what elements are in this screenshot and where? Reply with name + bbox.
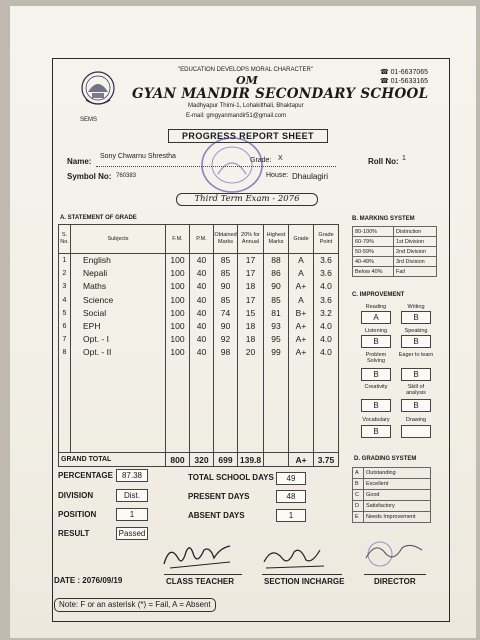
class-teacher-signature-icon [160, 538, 240, 572]
phone-2: ☎ 01-5633165 [380, 78, 429, 85]
marking-range: 60-79% [353, 237, 394, 247]
om-heading: OM [236, 74, 258, 87]
table-cell: 74 [220, 307, 231, 318]
fm-column [166, 254, 190, 453]
table-cell: 100 [170, 294, 185, 305]
section-incharge-signature-icon [260, 542, 330, 572]
table-cell: 5 [62, 309, 67, 317]
annual-column [238, 254, 264, 453]
school-motto: "EDUCATION DEVELOPS MORAL CHARACTER" [178, 67, 313, 73]
roll-label: Roll No: [368, 157, 399, 166]
marking-range: 80-100% [353, 227, 394, 237]
table-cell: Maths [83, 281, 107, 292]
table-cell: 98 [220, 347, 231, 358]
table-cell: 99 [271, 347, 281, 358]
improvement-label: Creativity [364, 384, 388, 390]
marking-range: 40-49% [353, 257, 394, 267]
table-cell: 4.0 [320, 320, 332, 331]
table-cell: 3.2 [320, 307, 332, 318]
table-cell: 40 [196, 255, 207, 265]
grading-system-title: D. GRADING SYSTEM [354, 456, 417, 462]
grade-value: X [278, 155, 283, 162]
grade-column [289, 254, 314, 453]
table-cell: 100 [170, 281, 185, 292]
table-cell: 4 [62, 296, 67, 304]
marking-range: 50-59% [353, 247, 394, 257]
table-cell: 40 [196, 334, 207, 345]
improvement-value: B [401, 335, 431, 348]
table-cell: A+ [295, 334, 307, 345]
improvement-label: Drawing [405, 417, 427, 423]
table-cell: 3.6 [320, 294, 332, 305]
grading-letter: C [353, 490, 364, 501]
table-cell: 1 [62, 257, 67, 264]
present-days-label: PRESENT DAYS [188, 492, 250, 501]
table-cell: 4.0 [320, 347, 332, 358]
table-cell: 100 [170, 320, 185, 331]
improvement-title: C. IMPROVEMENT [352, 292, 405, 298]
school-email: E-mail: gmgyanmandir51@gmail.com [186, 113, 287, 119]
present-days-value: 48 [276, 490, 306, 503]
table-cell: 3.6 [320, 268, 332, 279]
table-cell: 40 [196, 294, 207, 305]
total-obtained: 699 [214, 453, 238, 467]
grading-letter: B [353, 479, 364, 490]
student-name: Sony Chwarnu Shrestha [100, 153, 176, 160]
director-label: DIRECTOR [374, 577, 416, 586]
improvement-label: Skill of analysis [406, 384, 426, 396]
grading-meaning: Excellent [364, 479, 431, 490]
school-logo-icon [76, 68, 120, 116]
report-date: DATE : 2076/09/19 [54, 576, 123, 585]
table-cell: 95 [271, 334, 281, 345]
section-incharge-line [262, 574, 342, 575]
total-grade-point: 3.75 [314, 453, 339, 467]
improvement-value: B [401, 311, 431, 324]
grade-label: Grade: [250, 157, 272, 164]
marking-division: Fail [394, 267, 437, 277]
table-cell: 86 [271, 268, 281, 279]
table-cell: A [298, 294, 304, 305]
table-cell: 100 [170, 268, 185, 279]
absent-days-label: ABSENT DAYS [188, 511, 245, 520]
percentage-value: 87.38 [116, 469, 148, 482]
total-days-label: TOTAL SCHOOL DAYS [188, 473, 274, 482]
grade-point-column [314, 254, 339, 453]
name-label: Name: [67, 157, 92, 166]
grading-meaning: Needs Improvement [364, 512, 431, 523]
table-cell: 17 [245, 255, 256, 265]
footer-note: Note: F or an asterisk (*) = Fail, A = Absent [54, 598, 216, 612]
table-cell: Science [83, 294, 114, 305]
grand-total-label: GRAND TOTAL [59, 453, 166, 467]
table-cell: 17 [245, 268, 256, 279]
grading-meaning: Outstanding [364, 468, 431, 479]
table-cell: 3 [62, 283, 67, 291]
table-cell: 17 [245, 294, 256, 305]
school-stamp-icon [198, 134, 266, 196]
grade-table [58, 224, 339, 467]
improvement-label: Eager to learn [398, 352, 434, 358]
roll-value: 1 [402, 155, 406, 162]
table-cell: 88 [271, 255, 281, 265]
table-cell: 90 [220, 281, 231, 292]
grading-system-table [352, 467, 431, 523]
improvement-value: A [361, 311, 391, 324]
table-cell: 93 [271, 320, 281, 331]
table-cell: 7 [62, 336, 67, 344]
grading-meaning: Satisfactory [364, 501, 431, 512]
marking-division: 3rd Division [394, 257, 437, 267]
director-signature-icon [360, 536, 430, 570]
col-obtained: Obtained Marks [214, 225, 238, 254]
table-cell: A+ [295, 347, 307, 358]
table-cell: 18 [245, 334, 256, 345]
marking-division: 1st Division [394, 237, 437, 247]
house-value: Dhaulagiri [292, 172, 329, 181]
section-incharge-label: SECTION INCHARGE [264, 577, 345, 586]
table-cell: A+ [295, 281, 307, 292]
table-cell: 90 [271, 281, 281, 292]
total-annual: 139.8 [238, 453, 264, 467]
marking-range: Below 40% [353, 267, 394, 277]
marking-system-table [352, 226, 437, 277]
logo-caption: SEMS [80, 117, 98, 123]
house-label: House: [266, 172, 289, 179]
table-cell: 85 [220, 268, 231, 279]
improvement-value: B [361, 399, 391, 412]
col-annual: 20% for Annual [238, 225, 264, 254]
table-cell: Nepali [83, 268, 108, 279]
table-cell: 100 [170, 255, 185, 265]
pm-column [190, 254, 214, 453]
marking-division: Distinction [394, 227, 437, 237]
grading-letter: D [353, 501, 364, 512]
symbol-value: 760383 [116, 173, 137, 179]
table-cell: EPH [83, 320, 101, 331]
table-cell: English [83, 255, 111, 265]
improvement-value: B [361, 368, 391, 381]
improvement-value [401, 425, 431, 438]
report-title: PROGRESS REPORT SHEET [168, 129, 328, 143]
improvement-value: B [401, 368, 431, 381]
table-cell: 40 [196, 281, 207, 292]
grading-letter: E [353, 512, 364, 523]
table-cell: 90 [220, 320, 231, 331]
improvement-label: Writing [407, 304, 425, 310]
table-cell: 100 [170, 334, 185, 345]
col-sn: S. No. [59, 225, 71, 254]
table-cell: 40 [196, 307, 207, 318]
table-cell: 4.0 [320, 281, 332, 292]
total-fm: 800 [166, 453, 190, 467]
table-cell: Social [83, 307, 107, 318]
improvement-value: B [361, 425, 391, 438]
improvement-label: Reading [365, 304, 387, 310]
col-pm: P.M. [190, 225, 214, 254]
result-label: RESULT [58, 529, 90, 538]
position-label: POSITION [58, 510, 97, 519]
col-subjects: Subjects [71, 225, 166, 254]
phone-1: ☎ 01-6637065 [380, 69, 429, 76]
improvement-value: B [361, 335, 391, 348]
table-cell: 40 [196, 268, 207, 279]
school-address: Madhyapur Thimi-1, Lohakilthali, Bhaktapur [188, 103, 304, 109]
sn-column [59, 254, 71, 453]
total-highest [264, 453, 289, 467]
percentage-label: PERCENTAGE [58, 471, 113, 480]
table-cell: 8 [62, 349, 67, 357]
class-teacher-label: CLASS TEACHER [166, 577, 235, 586]
table-cell: 40 [196, 320, 207, 331]
table-cell: 40 [196, 347, 207, 358]
improvement-label: Listening [364, 328, 388, 334]
improvement-label: Vocabulary [362, 417, 390, 423]
table-cell: 6 [62, 322, 67, 330]
table-cell: 15 [245, 307, 256, 318]
division-label: DIVISION [58, 491, 94, 500]
col-fm: F.M. [166, 225, 190, 254]
class-teacher-line [164, 574, 242, 575]
school-name: GYAN MANDIR SECONDARY SCHOOL [132, 86, 429, 102]
marking-division: 2nd Division [394, 247, 437, 257]
director-line [364, 574, 426, 575]
division-value: Dist. [116, 489, 148, 502]
highest-column [264, 254, 289, 453]
position-value: 1 [116, 508, 148, 521]
table-cell: B+ [295, 307, 307, 318]
total-pm: 320 [190, 453, 214, 467]
grading-meaning: Good [364, 490, 431, 501]
grading-letter: A [353, 468, 364, 479]
table-cell: 92 [220, 334, 231, 345]
col-highest: Highest Marks [264, 225, 289, 254]
marking-system-title: B. MARKING SYSTEM [352, 216, 415, 222]
table-cell: A [298, 268, 304, 279]
total-days-value: 49 [276, 472, 306, 485]
table-cell: 85 [220, 294, 231, 305]
grade-section-title: A. STATEMENT OF GRADE [60, 215, 137, 221]
col-grade: Grade [289, 225, 314, 254]
table-cell: Opt. - I [83, 334, 109, 345]
total-grade: A+ [289, 453, 314, 467]
col-grade-point: Grade Point [314, 225, 339, 254]
table-cell: A [298, 255, 304, 265]
result-value: Passed [116, 527, 148, 540]
table-cell: 100 [170, 347, 185, 358]
table-cell: Opt. - II [83, 347, 112, 358]
exam-title: Third Term Exam - 2076 [176, 193, 318, 206]
table-cell: 18 [245, 320, 256, 331]
table-cell: 85 [220, 255, 231, 265]
symbol-label: Symbol No: [67, 172, 112, 181]
improvement-label: Problem Solving [365, 352, 387, 364]
table-cell: 85 [271, 294, 281, 305]
table-cell: 81 [271, 307, 281, 318]
absent-days-value: 1 [276, 509, 306, 522]
obtained-column [214, 254, 238, 453]
table-cell: 100 [170, 307, 185, 318]
table-cell: 4.0 [320, 334, 332, 345]
table-cell: 3.6 [320, 255, 332, 265]
table-cell: 2 [62, 270, 67, 278]
subject-column [71, 254, 166, 453]
improvement-label: Speaking [404, 328, 428, 334]
table-cell: A+ [295, 320, 307, 331]
improvement-value: B [401, 399, 431, 412]
table-cell: 18 [245, 281, 256, 292]
table-cell: 20 [245, 347, 256, 358]
